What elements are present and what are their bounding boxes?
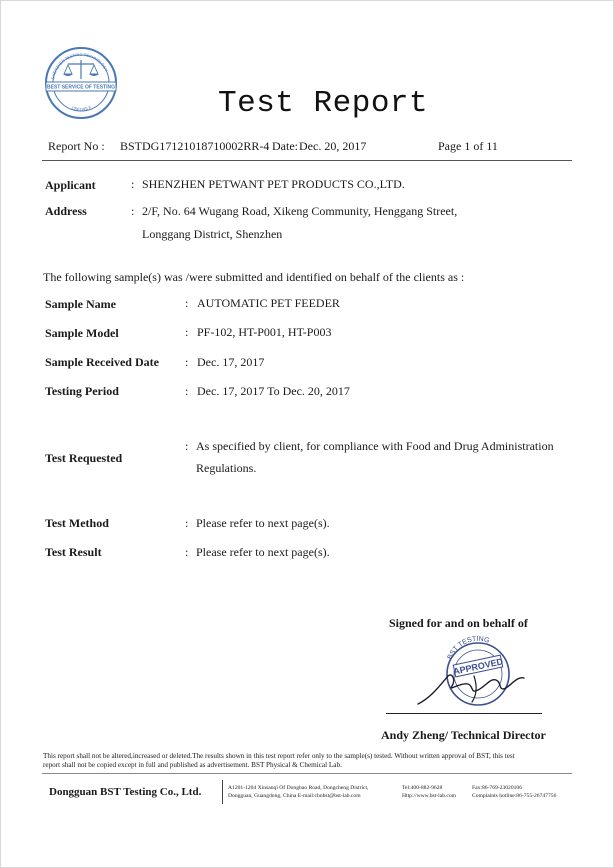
footer-address-1: A1201-1204 Xinsanqi Of Dongbao Road, Dongcheng District, [228, 785, 369, 791]
footer-company: Dongguan BST Testing Co., Ltd. [49, 786, 202, 798]
footer-vertical-rule [222, 780, 223, 804]
test-requested-line-1: As specified by client, for compliance with Food and Drug Administration [196, 439, 554, 453]
stamp-ring-text: BST TESTING [446, 636, 491, 661]
report-date: Dec. 20, 2017 [299, 139, 367, 153]
sample-received-label: Sample Received Date [45, 355, 159, 369]
colon: : [185, 296, 189, 310]
svg-text:CREDIBLE [71, 105, 92, 112]
footer-tel: Tel:400-882-9628 [402, 785, 443, 791]
colon: : [131, 204, 135, 218]
report-no-label: Report No : [48, 139, 105, 153]
footer-complaints: Complaints hotline:86-755-26747756 [472, 793, 557, 799]
test-result-value: Please refer to next page(s). [196, 545, 330, 559]
header-divider [42, 160, 572, 161]
applicant-value: SHENZHEN PETWANT PET PRODUCTS CO.,LTD. [142, 177, 405, 191]
signature-line [386, 713, 542, 714]
colon: : [185, 384, 189, 398]
applicant-label: Applicant [45, 178, 96, 192]
sample-name-value: AUTOMATIC PET FEEDER [197, 296, 340, 310]
sample-model-value: PF-102, HT-P001, HT-P003 [197, 325, 332, 339]
approved-stamp [416, 636, 532, 708]
test-method-label: Test Method [45, 516, 109, 530]
sample-name-label: Sample Name [45, 297, 116, 311]
test-result-label: Test Result [45, 545, 102, 559]
report-no: BSTDG17121018710002RR-4 [120, 139, 270, 153]
test-requested-label: Test Requested [45, 451, 123, 465]
date-label: Date: [272, 139, 298, 153]
sample-received-value: Dec. 17, 2017 [197, 355, 265, 369]
signed-for-text: Signed for and on behalf of [389, 616, 528, 630]
logo-top-text: SHENZHEN TESTING TECHNOLOGY [50, 51, 110, 80]
footer-web: Http://www.bst-lab.com [402, 793, 457, 799]
logo-bottom-text: CREDIBLE [70, 104, 93, 112]
svg-text:BST TESTING [447, 636, 490, 661]
test-requested-line-2: Regulations. [196, 461, 257, 475]
address-label: Address [45, 204, 87, 218]
colon: : [185, 439, 189, 453]
colon: : [185, 516, 189, 530]
page-number: Page 1 of 11 [438, 139, 498, 153]
colon: : [185, 325, 189, 339]
bst-logo [44, 46, 118, 120]
page-title: Test Report [218, 86, 429, 121]
footer-fax: Fax:86-769-23020106 [472, 785, 523, 791]
footer-divider [42, 773, 572, 774]
intro-text: The following sample(s) was /were submitted and identified on behalf of the clients as : [43, 270, 465, 284]
sample-model-label: Sample Model [45, 326, 119, 340]
colon: : [185, 355, 189, 369]
signer-name: Andy Zheng/ Technical Director [381, 728, 546, 742]
disclaimer-line-1: This report shall not be altered,increased or deleted.The results shown in this test report refer only to the sample(s) tested. Without written approval of BST, this test [43, 752, 515, 760]
colon: : [131, 177, 135, 191]
address-line-2: Longgang District, Shenzhen [142, 227, 283, 241]
testing-period-value: Dec. 17, 2017 To Dec. 20, 2017 [197, 384, 350, 398]
testing-period-label: Testing Period [45, 384, 119, 398]
logo-band-text: BEST SERVICE OF TESTING [47, 84, 115, 91]
stamp-word: APPROVED [452, 656, 504, 677]
disclaimer-line-2: report shall not be copied except in full and published as advertisement. BST Physical & Chemical Lab. [43, 761, 342, 769]
address-line-1: 2/F, No. 64 Wugang Road, Xikeng Community, Henggang Street, [142, 204, 458, 218]
test-method-value: Please refer to next page(s). [196, 516, 330, 530]
colon: : [185, 545, 189, 559]
footer-address-2: Dongguan, Guangdong, China E-mail:chnbst@bst-lab.com [228, 793, 361, 799]
